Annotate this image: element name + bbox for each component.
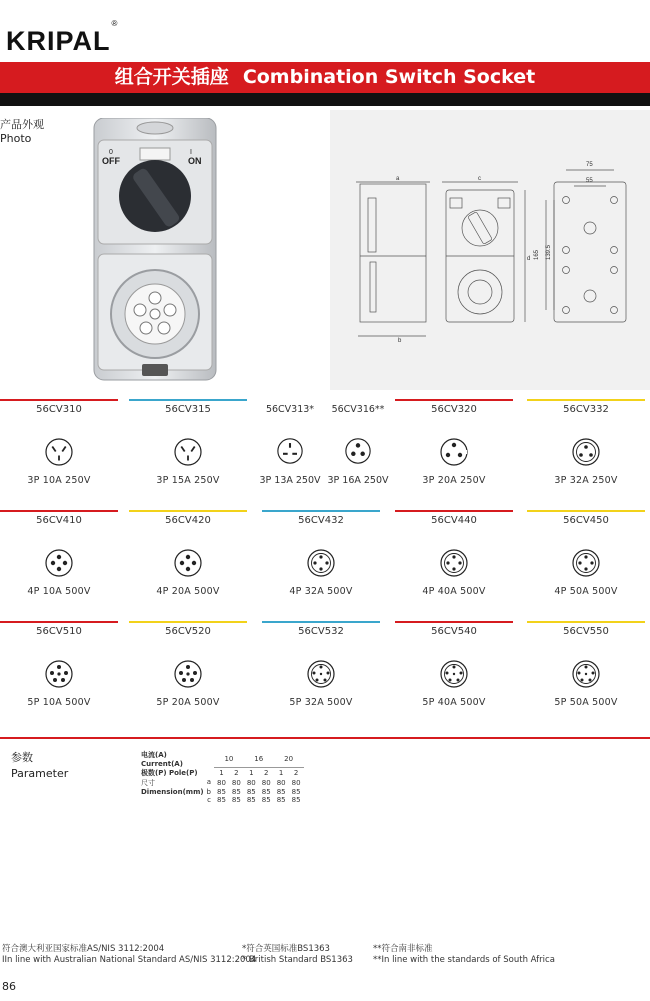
model-spec: 5P 50A 500V <box>554 697 618 708</box>
model-symbol <box>306 548 336 578</box>
model-name: 56CV510 <box>36 626 82 637</box>
dim-a-label: a <box>396 176 400 182</box>
dim-value: 80 <box>217 779 226 787</box>
4pin-ring-icon <box>306 548 336 578</box>
dim-key: b <box>206 788 211 796</box>
pole-value: 1 <box>278 769 284 777</box>
dim-row-b <box>138 788 304 796</box>
model-symbol <box>44 548 74 578</box>
model-name: 56CV520 <box>165 626 211 637</box>
pole-row <box>138 768 304 778</box>
model-cell <box>129 621 247 729</box>
logo-text: KRIPAL <box>6 26 111 56</box>
model-cell <box>395 510 513 618</box>
parameter-divider <box>0 737 650 739</box>
page-number: 86 <box>2 980 16 993</box>
model-symbol <box>344 437 372 465</box>
footer-au-en: IIn line with Australian National Standard AS/NIS 3112:2004 <box>2 955 257 965</box>
round-3pin-ring-icon <box>571 437 601 467</box>
model-name: 56CV316** <box>331 404 385 415</box>
footer-sa-cn: **符合南非标准 <box>373 944 433 954</box>
pole-value: 1 <box>249 769 254 777</box>
model-symbol <box>44 659 74 689</box>
4pin-ring-icon <box>439 548 469 578</box>
model-color-bar <box>129 399 247 401</box>
model-cell <box>258 399 322 507</box>
model-spec: 4P 10A 500V <box>27 586 91 597</box>
model-cell <box>395 399 513 507</box>
model-spec: 3P 10A 250V <box>27 475 91 486</box>
model-symbol <box>173 548 203 578</box>
model-symbol <box>571 659 601 689</box>
dim-label-en: Dimension(mm) <box>141 788 204 796</box>
model-cell <box>262 510 380 618</box>
model-color-bar <box>395 621 513 623</box>
model-spec: 5P 20A 500V <box>156 697 220 708</box>
5pin-icon <box>44 659 74 689</box>
model-symbol <box>439 437 469 467</box>
parameter-title-en: Parameter <box>11 767 69 780</box>
dim-value: 85 <box>246 788 256 796</box>
model-name: 56CV532 <box>298 626 344 637</box>
dim-value: 85 <box>217 796 226 804</box>
dim-value: 85 <box>217 788 226 796</box>
model-spec: 4P 32A 500V <box>289 586 353 597</box>
model-cell <box>0 399 118 507</box>
5pin-ring-icon <box>439 659 469 689</box>
model-cell <box>0 510 118 618</box>
model-color-bar <box>129 621 247 623</box>
model-color-bar <box>129 510 247 512</box>
model-symbol <box>306 659 336 689</box>
dim-75-label: 75 <box>586 162 593 168</box>
model-symbol <box>173 437 203 467</box>
dim-b-label: b <box>398 338 402 344</box>
model-cell <box>527 399 645 507</box>
model-color-bar <box>395 399 513 401</box>
model-cell <box>326 399 390 507</box>
dim-value: 85 <box>261 788 271 796</box>
dim-c-label: c <box>478 176 481 182</box>
photo-label-cn: 产品外观 <box>0 118 44 131</box>
pole-value: 1 <box>219 769 224 777</box>
model-symbol <box>173 659 203 689</box>
model-name: 56CV540 <box>431 626 477 637</box>
dim-value: 80 <box>246 779 256 787</box>
model-symbol <box>276 437 304 465</box>
model-spec: 5P 40A 500V <box>422 697 486 708</box>
pole-value: 2 <box>263 769 269 777</box>
dim-key: c <box>207 796 211 804</box>
dim-165-label: 165 <box>534 249 540 260</box>
model-spec: 5P 10A 500V <box>27 697 91 708</box>
model-color-bar <box>0 399 118 401</box>
dim-value: 85 <box>291 796 301 804</box>
dim-value: 85 <box>261 796 271 804</box>
model-name: 56CV432 <box>298 515 344 526</box>
model-name: 56CV440 <box>431 515 477 526</box>
model-cell <box>527 621 645 729</box>
model-color-bar <box>527 399 645 401</box>
model-symbol <box>571 548 601 578</box>
dim-value: 80 <box>261 779 271 787</box>
model-name: 56CV450 <box>563 515 609 526</box>
dim-value: 85 <box>276 788 286 796</box>
parameter-table <box>138 750 304 804</box>
model-cell <box>395 621 513 729</box>
model-color-bar <box>262 510 380 512</box>
title-en: Combination Switch Socket <box>242 66 536 88</box>
pole-label: 极数(P) Pole(P) <box>141 769 198 777</box>
model-color-bar <box>262 621 380 623</box>
footer-au-cn: 符合澳大利亚国家标准AS/NIS 3112:2004 <box>2 944 165 954</box>
sa-3pin-icon <box>344 437 372 465</box>
dim-key: a <box>206 778 211 786</box>
registered-mark: ® <box>111 19 119 28</box>
current-value: 16 <box>244 750 274 768</box>
dim-row-c <box>138 796 304 804</box>
device-zero-text: 0 <box>109 149 113 156</box>
device-on-text: ON <box>188 156 202 166</box>
model-color-bar <box>527 510 645 512</box>
4pin-ring-icon <box>571 548 601 578</box>
model-spec: 3P 20A 250V <box>422 475 486 486</box>
dim-value: 80 <box>276 779 286 787</box>
5pin-ring-icon <box>306 659 336 689</box>
model-color-bar <box>0 621 118 623</box>
dim-value: 80 <box>231 779 241 787</box>
footer-sa-note <box>373 944 555 966</box>
footer-bs-note <box>242 944 353 966</box>
current-value: 20 <box>274 750 304 768</box>
current-value: 10 <box>214 750 244 768</box>
device-one-text: I <box>190 149 192 156</box>
parameter-heading <box>11 750 68 782</box>
model-symbol <box>571 437 601 467</box>
model-cell <box>129 399 247 507</box>
dim-value: 85 <box>246 796 256 804</box>
pole-value: 2 <box>234 769 239 777</box>
model-spec: 3P 13A 250V <box>259 475 321 486</box>
dim-value: 85 <box>231 796 241 804</box>
model-spec: 3P 15A 250V <box>156 475 220 486</box>
model-name: 56CV420 <box>165 515 211 526</box>
model-spec: 3P 16A 250V <box>327 475 389 486</box>
model-cell <box>129 510 247 618</box>
model-spec: 4P 50A 500V <box>554 586 618 597</box>
model-cell <box>527 510 645 618</box>
4pin-icon <box>44 548 74 578</box>
model-cell <box>0 621 118 729</box>
dim-value: 85 <box>276 796 286 804</box>
bs-3pin-icon <box>276 437 304 465</box>
model-symbol <box>44 437 74 467</box>
dim-value: 80 <box>291 779 301 787</box>
device-off-text: OFF <box>102 156 120 166</box>
dim-row-a <box>138 778 304 788</box>
dim-value: 85 <box>291 788 301 796</box>
model-symbol <box>439 659 469 689</box>
au-3pin-icon <box>44 437 74 467</box>
pole-value: 2 <box>293 769 299 777</box>
footer-au-note <box>2 944 256 966</box>
parameter-title-cn: 参数 <box>11 751 33 764</box>
model-spec: 5P 32A 500V <box>289 697 353 708</box>
model-name: 56CV332 <box>563 404 609 415</box>
4pin-icon <box>173 548 203 578</box>
model-cell <box>262 621 380 729</box>
au-3pin-icon <box>173 437 203 467</box>
dim-d-label: d <box>527 256 531 262</box>
model-spec: 4P 20A 500V <box>156 586 220 597</box>
model-name: 56CV310 <box>36 404 82 415</box>
model-name: 56CV320 <box>431 404 477 415</box>
model-name: 56CV410 <box>36 515 82 526</box>
footer-bs-en: * British Standard BS1363 <box>242 955 353 965</box>
model-spec: 3P 32A 250V <box>554 475 618 486</box>
round-3pin-icon <box>439 437 469 467</box>
model-color-bar <box>395 510 513 512</box>
dim-139-label: 139.5 <box>546 244 552 260</box>
title-cn: 组合开关插座 <box>114 66 229 88</box>
model-symbol <box>439 548 469 578</box>
current-label: 电流(A) Current(A) <box>141 751 183 768</box>
5pin-ring-icon <box>571 659 601 689</box>
footer-sa-en: **In line with the standards of South Africa <box>373 955 555 965</box>
model-name: 56CV315 <box>165 404 211 415</box>
photo-label-en: Photo <box>0 132 32 145</box>
dim-value: 85 <box>231 788 241 796</box>
model-color-bar <box>0 510 118 512</box>
model-spec: 4P 40A 500V <box>422 586 486 597</box>
model-name: 56CV550 <box>563 626 609 637</box>
dim-55-label: 55 <box>586 178 593 184</box>
footer-bs-cn: *符合英国标准BS1363 <box>242 944 330 954</box>
model-color-bar <box>527 621 645 623</box>
dim-label-cn: 尺寸 <box>141 779 155 787</box>
model-name: 56CV313* <box>265 404 315 415</box>
current-row <box>138 750 304 768</box>
5pin-icon <box>173 659 203 689</box>
